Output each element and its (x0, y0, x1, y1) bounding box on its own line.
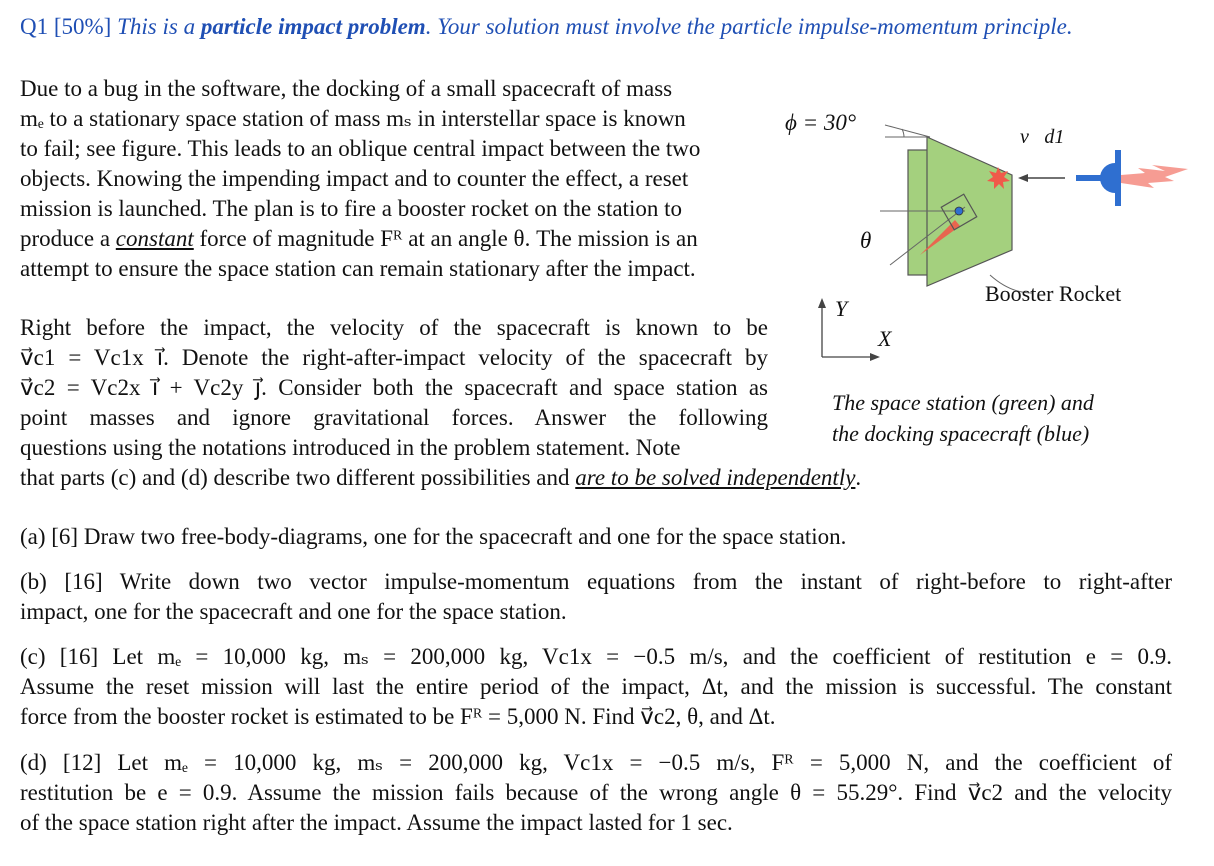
text-line: mission is launched. The plan is to fire a booster rocket on the station to (20, 196, 682, 221)
text-line: Due to a bug in the software, the docking of a small spacecraft of mass (20, 76, 673, 101)
velocity-paragraph (20, 313, 862, 493)
intro-paragraph (20, 74, 768, 284)
text-line: (a) [6] Draw two free-body-diagrams, one for the spacecraft and one for the space station. (20, 524, 847, 549)
part-a (20, 522, 846, 552)
text-line: (b) [16] Write down two vector impulse-momentum equations from the instant of right-before to right-after (20, 569, 1172, 594)
caption-line-1: The space station (green) and (832, 390, 1094, 415)
x-axis-arrowhead (870, 353, 880, 361)
text-line: (d) [12] Let mₑ = 10,000 kg, mₛ = 200,000 kg, Vc1x = −0.5 m/s, Fᴿ = 5,000 N, and the coefficient of (20, 750, 1172, 775)
text-line (20, 224, 768, 254)
text-line: v⃗c2 = Vc2x ı⃗ + Vc2y ȷ⃗. Consider both the spacecraft and space station as (20, 375, 768, 400)
station-side-panel (908, 150, 928, 275)
velocity-label: v⃗d1 (1020, 126, 1065, 148)
emphasis-independently: are to be solved independently (575, 465, 856, 490)
text-run: force of magnitude Fᴿ at an angle θ. The mission is an (193, 226, 698, 251)
text-line (20, 463, 862, 493)
text-line: to fail; see figure. This leads to an oblique central impact between the two (20, 136, 701, 161)
phi-label: ϕ = 30° (785, 110, 857, 135)
text-line: restitution be e = 0.9. Assume the mission fails because of the wrong angle θ = 55.29°. Find v⃗c2 and the velocity (20, 780, 1172, 805)
part-d (20, 748, 1172, 838)
question-label: Q1 [50%] (20, 14, 112, 39)
header-text-1: This is a (117, 14, 196, 39)
text-line: mₑ to a stationary space station of mass mₛ in interstellar space is known (20, 106, 686, 131)
part-c (20, 642, 1172, 732)
text-line: force from the booster rocket is estimated to be Fᴿ = 5,000 N. Find v⃗c2, θ, and Δt. (20, 704, 776, 729)
text-line: (c) [16] Let mₑ = 10,000 kg, mₛ = 200,000 kg, Vc1x = −0.5 m/s, and the coefficient of restitution e = 0.9. (20, 644, 1172, 669)
question-header (20, 14, 1073, 40)
header-text-2: particle impact problem (200, 14, 426, 39)
impact-figure (770, 95, 1210, 395)
text-line: Assume the reset mission will last the entire period of the impact, Δt, and the mission is successful. The constant (20, 674, 1172, 699)
text-line: v⃗c1 = Vc1x ı⃗. Denote the right-after-impact velocity of the spacecraft by (20, 345, 768, 370)
station-center-point (955, 207, 963, 215)
spacecraft-probe (1076, 175, 1102, 181)
theta-label: θ (860, 228, 872, 253)
emphasis-constant: constant (115, 226, 194, 251)
text-line: of the space station right after the impact. Assume the impact lasted for 1 sec. (20, 810, 733, 835)
text-run: that parts (c) and (d) describe two different possibilities and (20, 465, 576, 490)
spacecraft-panel (1115, 150, 1121, 206)
x-axis-label: X (878, 326, 892, 351)
text-line: objects. Knowing the impending impact and to counter the effect, a reset (20, 166, 689, 191)
part-b (20, 567, 1172, 627)
phi-angle-line (885, 125, 930, 137)
text-run: . (855, 465, 862, 490)
text-line: impact, one for the spacecraft and one for the space station. (20, 599, 567, 624)
text-line: Right before the impact, the velocity of the spacecraft is known to be (20, 315, 768, 340)
text-line: questions using the notations introduced in the problem statement. Note (20, 435, 681, 460)
header-text-3: . Your solution must involve the particle impulse-momentum principle. (425, 14, 1073, 39)
y-axis-arrowhead (818, 298, 826, 308)
y-axis-label: Y (835, 296, 848, 321)
caption-line-2: the docking spacecraft (blue) (832, 421, 1090, 446)
text-line: attempt to ensure the space station can remain stationary after the impact. (20, 256, 696, 281)
spacecraft-body (1100, 163, 1115, 193)
figure-caption (832, 387, 1094, 449)
text-line: point masses and ignore gravitational forces. Answer the following (20, 405, 768, 430)
text-run: produce a (20, 226, 116, 251)
booster-rocket-label: Booster Rocket (985, 281, 1122, 306)
velocity-arrowhead (1018, 174, 1028, 182)
spacecraft-exhaust (1121, 165, 1188, 188)
